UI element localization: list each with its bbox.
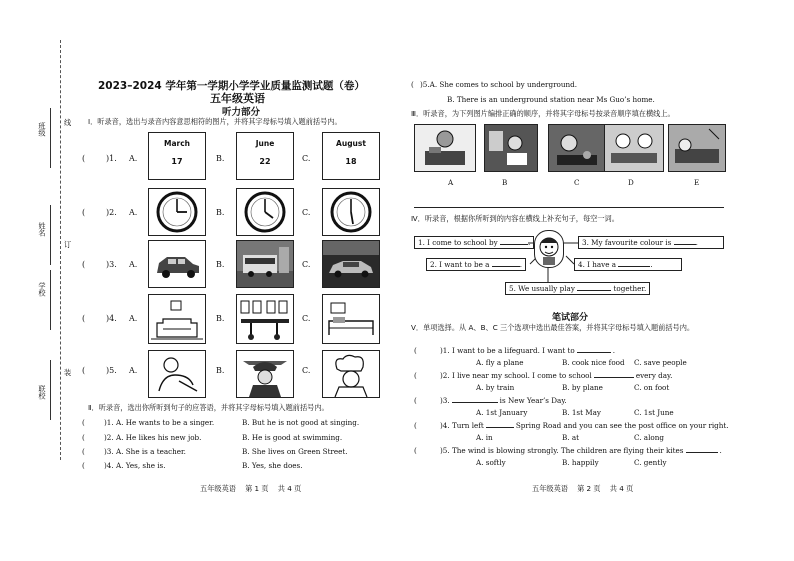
sedan-icon (323, 241, 379, 287)
binding-ding: 订 (64, 240, 72, 249)
q3-letter: D (628, 178, 634, 187)
fill-box-4-text: 4. I have a (578, 260, 617, 269)
q2-5-paren: ( (411, 80, 414, 89)
binding-class: 班级 (38, 122, 47, 137)
calendar-month: June (255, 139, 275, 148)
q3-letter: A (448, 178, 454, 187)
q1-option-letter: C. (302, 208, 311, 217)
q3-answer-line[interactable] (414, 207, 724, 208)
q1-option-letter: C. (302, 154, 311, 163)
binding-district: 联校 (38, 385, 47, 400)
q2-number: )1. (104, 418, 114, 427)
q5-stem-end: Spring Road and you can see the post office on your right. (515, 421, 729, 430)
q5-option-a: A. 1st January (476, 408, 528, 417)
q3-picture-b (484, 124, 538, 172)
q5-option-c: C. gently (634, 458, 667, 467)
q5-stem-end: every day. (635, 371, 673, 380)
pig-eating-icon (549, 125, 605, 171)
chef-hat-icon (323, 351, 379, 397)
q5-paren: ( (414, 346, 417, 355)
q1-option-letter: B. (216, 208, 225, 217)
q2-option-b: B. But he is not good at singing. (242, 418, 360, 427)
fill-box-3-text: 3. My favourite colour is (582, 238, 672, 247)
q5-option-c: C. on foot (634, 383, 670, 392)
fill-box-5-end: together. (613, 284, 647, 293)
q1-answer-slot[interactable] (88, 260, 102, 270)
q5-question (440, 346, 615, 355)
q2-5-num: )5. (420, 80, 430, 89)
q5-option-a: A. in (476, 433, 493, 442)
q5-option-b: B. happily (562, 458, 599, 467)
q1-number: )3. (106, 260, 117, 269)
q1-option-letter: A. (129, 366, 138, 375)
fill-blank-4[interactable] (618, 266, 650, 267)
fill-box-2-text: 2. I want to be a (430, 260, 490, 269)
fill-box-1 (414, 236, 534, 249)
q2-paren: ( (82, 461, 85, 470)
q1-paren: ( (82, 154, 86, 163)
q3-picture-e (668, 124, 726, 172)
car-icon (149, 241, 205, 287)
calendar-august (322, 132, 380, 180)
binding-margin (60, 40, 61, 460)
q3-instruction: Ⅲ．听录音，为下列图片编排正确的顺序，并将其字母标号按录音顺序填在横线上。 (411, 109, 675, 118)
q1-paren: ( (82, 366, 86, 375)
q1-option-letter: C. (302, 314, 311, 323)
q5-stem: )4. Turn left (440, 421, 484, 430)
q5-stem: )5. The wind is blowing strongly. The children are flying their kites (440, 446, 684, 455)
q3-letter: C (574, 178, 580, 187)
calendar-month: March (163, 139, 190, 148)
pig-playing-icon (605, 125, 663, 171)
q1-option-letter: A. (129, 314, 138, 323)
q5-option-b: B. by plane (562, 383, 603, 392)
q5-option-b: B. 1st May (562, 408, 601, 417)
clock-picture-c (322, 188, 380, 236)
q3-letter: E (694, 178, 700, 187)
q1-number: )1. (106, 154, 117, 163)
q5-option-a: A. fly a plane (476, 358, 524, 367)
fill-blank-1[interactable] (500, 244, 528, 245)
q5-option-a: A. by train (476, 383, 515, 392)
q5-blank[interactable] (686, 452, 718, 453)
q1-paren: ( (82, 260, 86, 269)
fill-box-2-end: . (519, 260, 523, 269)
boy-avatar (534, 230, 564, 268)
person-icon (149, 351, 205, 397)
q5-option-b: B. cook nice food (562, 358, 625, 367)
fill-box-3-end: . (695, 238, 698, 247)
q5-question (440, 446, 722, 455)
car-picture (148, 240, 206, 288)
fill-box-5 (505, 282, 650, 295)
q1-answer-slot[interactable] (88, 154, 102, 164)
q1-option-letter: A. (129, 208, 138, 217)
q1-option-letter: C. (302, 366, 311, 375)
q5-option-c: C. 1st June (634, 408, 674, 417)
fill-box-2 (426, 258, 526, 271)
q5-paren: ( (414, 421, 417, 430)
binding-school: 学校 (38, 282, 47, 297)
exam-subtitle: 五年级英语 (210, 92, 265, 105)
q2-5-a: A. She comes to school by underground. (429, 80, 578, 89)
q2-paren: ( (82, 447, 85, 456)
q5-blank[interactable] (452, 402, 498, 403)
q5-paren: ( (414, 371, 417, 380)
q3-picture-d (604, 124, 664, 172)
footer-right: 五年级英语 第 2 页 共 4 页 (532, 484, 634, 493)
person-writing-picture (148, 350, 206, 398)
q2-number: )2. (104, 433, 114, 442)
q5-paren: ( (414, 396, 417, 405)
q2-option-b: B. He is good at swimming. (242, 433, 343, 442)
clock-icon (237, 189, 293, 235)
exam-title: 2023–2024 学年第一学期小学学业质量监测试题（卷） (98, 80, 365, 92)
fill-blank-3[interactable] (674, 244, 696, 245)
pig-sleeping-icon (669, 125, 725, 171)
q1-answer-slot[interactable] (88, 208, 102, 218)
q5-instruction: Ⅴ．单项选择。从 A、B、C 三个选项中选出最佳答案，并将其字母标号填入题前括号内。 (411, 323, 695, 332)
written-heading: 笔试部分 (552, 313, 589, 323)
footer-left: 五年级英语 第 1 页 共 4 页 (200, 484, 302, 493)
q5-option-b: B. at (562, 433, 580, 442)
q5-question (440, 371, 672, 380)
q2-option-b: B. Yes, she does. (242, 461, 303, 470)
calendar-day: 22 (259, 157, 271, 166)
q1-option-letter: C. (302, 260, 311, 269)
q2-paren: ( (82, 433, 85, 442)
binding-name: 姓名 (38, 222, 47, 237)
q1-option-letter: A. (129, 260, 138, 269)
q1-paren: ( (82, 208, 86, 217)
q1-number: )2. (106, 208, 117, 217)
q2-option-a: A. She is a teacher. (116, 447, 186, 456)
binding-xian: 线 (64, 118, 72, 127)
q1-number: )4. (106, 314, 117, 323)
pig-at-desk-icon (415, 125, 475, 171)
q1-answer-slot[interactable] (88, 366, 102, 376)
fill-box-3 (578, 236, 724, 249)
fill-box-4 (574, 258, 682, 271)
bus-street-picture (236, 240, 294, 288)
q2-number: )4. (104, 461, 114, 470)
binding-district-line (50, 360, 51, 420)
clock-picture-b (236, 188, 294, 236)
binding-school-line (50, 270, 51, 330)
q5-stem-end: is New Year’s Day. (499, 396, 567, 405)
fill-blank-5[interactable] (577, 290, 611, 291)
q2-option-a: A. He wants to be a singer. (116, 418, 215, 427)
fill-blank-2[interactable] (492, 266, 520, 267)
pilot-icon (237, 351, 293, 397)
q1-option-letter: B. (216, 260, 225, 269)
pilot-picture (236, 350, 294, 398)
boy-face-icon (535, 231, 563, 267)
q5-question (440, 421, 729, 430)
listening-heading: 听力部分 (222, 107, 261, 118)
kitchen-tools-icon (237, 295, 293, 343)
binding-name-line (50, 205, 51, 265)
q5-stem-end: . (719, 446, 722, 455)
q5-stem: )3. (440, 396, 450, 405)
q1-option-letter: B. (216, 314, 225, 323)
bedroom-picture (322, 294, 380, 344)
q3-picture-c (548, 124, 606, 172)
sofa-icon (149, 295, 205, 343)
q2-5-text (420, 80, 577, 89)
q5-paren: ( (414, 446, 417, 455)
q1-answer-slot[interactable] (88, 314, 102, 324)
clock-icon (149, 189, 205, 235)
q2-option-a: A. Yes, she is. (116, 461, 166, 470)
bus-icon (237, 241, 293, 287)
q3-letter: B (502, 178, 508, 187)
q5-blank[interactable] (577, 352, 611, 353)
q2-option-a: A. He likes his new job. (116, 433, 202, 442)
q2-number: )3. (104, 447, 114, 456)
q5-option-c: C. save people (634, 358, 687, 367)
q5-blank[interactable] (486, 427, 514, 428)
binding-class-line (50, 108, 51, 168)
binding-zhuang: 装 (64, 368, 72, 377)
calendar-march (148, 132, 206, 180)
fill-box-5-text: 5. We usually play (509, 284, 575, 293)
clock-picture-a (148, 188, 206, 236)
calendar-june (236, 132, 294, 180)
q1-option-letter: A. (129, 154, 138, 163)
q1-instruction: Ⅰ．听录音，选出与录音内容意思相符的图片，并将其字母标号填入题前括号内。 (88, 117, 342, 126)
fill-box-4-end: . (650, 260, 653, 269)
living-room-picture (148, 294, 206, 344)
q1-option-letter: B. (216, 366, 225, 375)
q1-option-letter: B. (216, 154, 225, 163)
clock-icon (323, 189, 379, 235)
q1-number: )5. (106, 366, 117, 375)
chef-picture (322, 350, 380, 398)
fill-box-1-end: . (528, 238, 531, 247)
q5-stem: )1. I want to be a lifeguard. I want to (440, 346, 575, 355)
q4-instruction: Ⅳ．听录音，根据你所听到的内容在横线上补充句子，每空一词。 (411, 214, 619, 223)
q5-question (440, 396, 567, 405)
q5-option-c: C. along (634, 433, 664, 442)
q2-instruction: Ⅱ．听录音，选出你所听到句子的应答语，并将其字母标号填入题前括号内。 (88, 403, 329, 412)
q5-stem-end: . (612, 346, 616, 355)
calendar-day: 17 (171, 157, 183, 166)
bed-icon (323, 295, 379, 343)
sedan-picture (322, 240, 380, 288)
kitchen-picture (236, 294, 294, 344)
q2-5-b: B. There is an underground station near Ms Guo’s home. (447, 95, 655, 104)
q5-blank[interactable] (594, 377, 634, 378)
q2-paren: ( (82, 418, 85, 427)
q3-picture-a (414, 124, 476, 172)
fill-box-1-text: 1. I come to school by (418, 238, 498, 247)
q5-stem: )2. I live near my school. I come to school (440, 371, 592, 380)
calendar-day: 18 (345, 157, 357, 166)
q2-option-b: B. She lives on Green Street. (242, 447, 348, 456)
pig-reading-icon (485, 125, 537, 171)
q5-option-a: A. softly (476, 458, 506, 467)
q1-paren: ( (82, 314, 86, 323)
calendar-month: August (336, 139, 366, 148)
